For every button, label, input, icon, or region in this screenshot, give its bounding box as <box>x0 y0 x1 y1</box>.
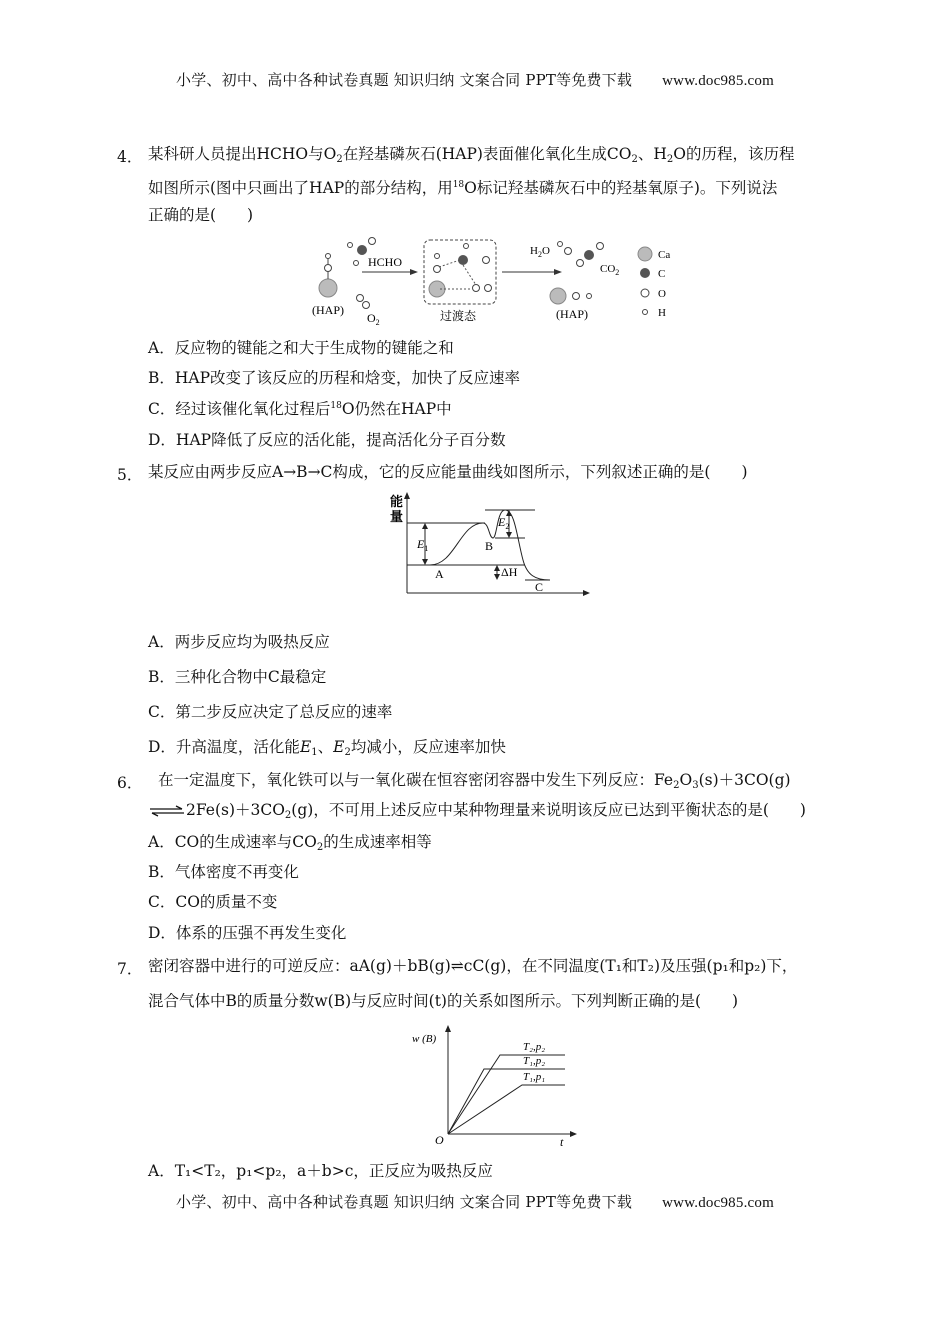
co2-label: $CO_2$ <box>600 263 620 277</box>
curve-t1p1 <box>448 1085 565 1134</box>
q4-option-d[interactable]: D．HAP降低了反应的活化能，提高活化分子百分数 <box>148 431 506 449</box>
q6-stem-line1: 在一定温度下，氧化铁可以与一氧化碳在恒容密闭容器中发生下列反应：$Fe_2O_3(s)+3CO(g)$ <box>158 771 791 791</box>
q7-stem-line2: 混合气体中B的质量分数w(B)与反应时间(t)的关系如图所示。下列判断正确的是( ) <box>148 992 739 1010</box>
q6-number: 6． <box>117 774 143 792</box>
label-t1p2: T₁,p₂ <box>523 1055 546 1067</box>
label-t1p1: T₁,p₁ <box>523 1071 546 1083</box>
energy-label-1: 能 <box>390 494 404 509</box>
energy-label-2: 量 <box>390 509 404 524</box>
footer-site[interactable]: www.doc985.com <box>662 1195 774 1211</box>
a-label: A <box>435 567 444 581</box>
equilibrium-arrow-icon <box>148 805 186 817</box>
o-atom <box>325 265 332 272</box>
q4-stem-line2: 如图所示(图中只画出了HAP的部分结构，用$^{18}$O标记羟基磷灰石中的羟基氧原子)。下列说法 <box>148 179 778 197</box>
q6-option-c[interactable]: C．CO的质量不变 <box>148 893 278 911</box>
q7-number: 7． <box>117 960 143 978</box>
h-atom <box>326 254 331 259</box>
q7-option-a[interactable]: A．T₁<T₂，p₁<p₂，a＋b>c，正反应为吸热反应 <box>148 1162 493 1180</box>
q5-stem: 某反应由两步反应A→B→C构成，它的反应能量曲线如图所示，下列叙述正确的是( ) <box>148 463 748 481</box>
ts-label: 过渡态 <box>440 309 477 323</box>
hap-label-right: (HAP) <box>556 307 588 321</box>
q4-option-b[interactable]: B．HAP改变了该反应的历程和焓变，加快了反应速率 <box>148 369 521 387</box>
legend-c: C <box>658 268 666 280</box>
legend-ca: Ca <box>658 249 671 261</box>
q5-option-d[interactable]: D．升高温度，活化能$E_1$、$E_2$均减小，反应速率加快 <box>148 738 506 758</box>
page-header <box>0 69 950 90</box>
hap-label-left: (HAP) <box>312 303 344 317</box>
q7-wb-figure <box>410 1022 580 1146</box>
q4-stem-line3: 正确的是( ) <box>148 206 254 224</box>
legend-h: H <box>658 307 666 319</box>
q6-option-b[interactable]: B．气体密度不再变化 <box>148 863 299 881</box>
o2-label: $O_2$ <box>367 311 380 327</box>
origin-label: O <box>435 1133 444 1146</box>
arrow-2 <box>554 269 562 275</box>
q7-stem-line1: 密闭容器中进行的可逆反应：aA(g)＋bB(g)⇌cC(g)，在不同温度(T₁和T₂)及压强(p₁和p₂)下， <box>148 957 798 975</box>
curve-t1p2 <box>448 1069 565 1134</box>
q4-number: 4． <box>117 148 143 166</box>
header-text: 小学、初中、高中各种试卷真题 知识归纳 文案合同 PPT等免费下载 <box>176 71 633 89</box>
q4-stem-line1: 某科研人员提出HCHO与$O_2$在羟基磷灰石(HAP)表面催化氧化生成$CO_2$、$H_2O$的历程，该历程 <box>148 145 795 165</box>
hcho-label: HCHO <box>368 255 403 269</box>
h2o-label: $H_2O$ <box>530 245 550 259</box>
ca-atom <box>319 279 337 297</box>
label-t2p2: T₂,p₂ <box>523 1041 546 1053</box>
q6-option-a[interactable]: A．CO的生成速率与$CO_2$的生成速率相等 <box>148 833 432 853</box>
header-site[interactable]: www.doc985.com <box>662 73 774 89</box>
wb-axis-label: w (B) <box>412 1033 437 1045</box>
q5-energy-figure <box>385 490 595 598</box>
page-footer <box>0 1191 950 1212</box>
e1-label: $E_1$ <box>417 537 429 553</box>
q6-option-d[interactable]: D．体系的压强不再发生变化 <box>148 924 347 942</box>
footer-text: 小学、初中、高中各种试卷真题 知识归纳 文案合同 PPT等免费下载 <box>176 1193 633 1211</box>
c-label: C <box>535 580 544 594</box>
q6-stem-line2: $2Fe(s)+3CO_2(g)$，不可用上述反应中某种物理量来说明该反应已达到平衡状态的是( ) <box>148 799 806 827</box>
arrow-1 <box>410 269 418 275</box>
e2-label: $E_2$ <box>498 515 510 531</box>
q4-option-c[interactable]: C．经过该催化氧化过程后$^{18}$O仍然在HAP中 <box>148 400 452 418</box>
q5-option-c[interactable]: C．第二步反应决定了总反应的速率 <box>148 703 393 721</box>
q5-option-b[interactable]: B．三种化合物中C最稳定 <box>148 668 327 686</box>
q5-number: 5． <box>117 466 143 484</box>
q4-option-a[interactable]: A．反应物的键能之和大于生成物的键能之和 <box>148 339 454 357</box>
legend-o: O <box>658 288 666 300</box>
t-axis-label: t <box>560 1135 564 1146</box>
delta-h-label: ΔH <box>501 565 518 579</box>
b-label: B <box>485 539 494 553</box>
q5-option-a[interactable]: A．两步反应均为吸热反应 <box>148 633 330 651</box>
q4-reaction-figure <box>300 232 690 332</box>
